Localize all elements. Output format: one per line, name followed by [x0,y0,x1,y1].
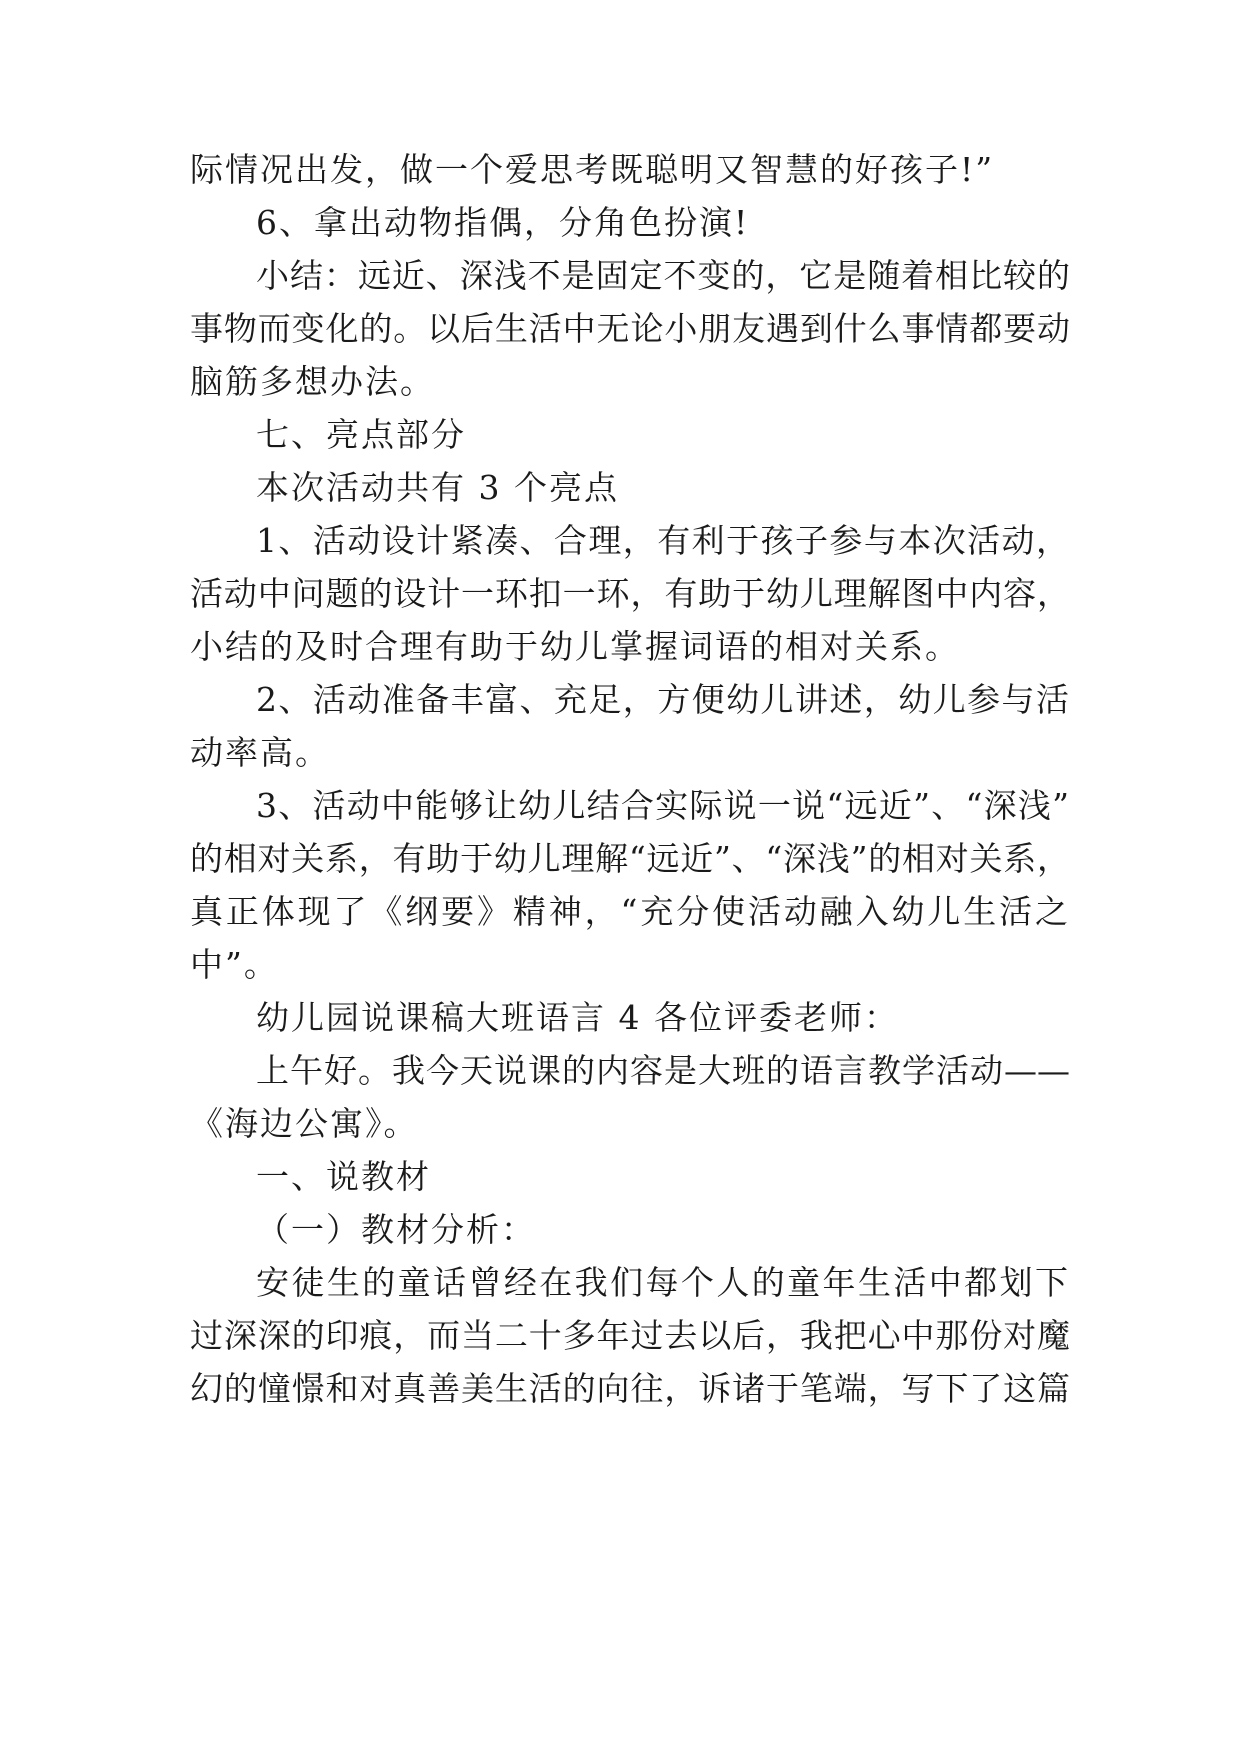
text-line-23: 过深深的印痕，而当二十多年过去以后，我把心中那份对魔 [190,1316,1070,1355]
text-line-15: 真正体现了《纲要》精神，“充分使活动融入幼儿生活之 [190,892,1070,931]
text-line-7: 本次活动共有 3 个亮点 [256,468,619,507]
text-line-14: 的相对关系，有助于幼儿理解“远近”、“深浅”的相对关系， [190,839,1070,878]
text-line-9: 活动中问题的设计一环扣一环，有助于幼儿理解图中内容， [190,574,1070,613]
text-line-12: 动率高。 [190,733,330,772]
text-line-11: 2、活动准备丰富、充足，方便幼儿讲述，幼儿参与活 [256,680,1070,719]
text-line-4: 事物而变化的。以后生活中无论小朋友遇到什么事情都要动 [190,309,1070,348]
text-line-13: 3、活动中能够让幼儿结合实际说一说“远近”、“深浅” [256,786,1070,825]
text-line-8: 1、活动设计紧凑、合理，有利于孩子参与本次活动， [256,521,1070,560]
text-line-18: 上午好。我今天说课的内容是大班的语言教学活动—— [256,1051,1070,1090]
text-line-10: 小结的及时合理有助于幼儿掌握词语的相对关系。 [190,627,960,666]
text-line-3: 小结：远近、深浅不是固定不变的，它是随着相比较的 [256,256,1070,295]
subsection-heading-analysis: （一）教材分析： [256,1210,536,1249]
text-line-17: 幼儿园说课稿大班语言 4 各位评委老师： [256,998,899,1037]
text-line-22: 安徒生的童话曾经在我们每个人的童年生活中都划下 [256,1263,1070,1302]
section-heading-teaching-material: 一、说教材 [256,1157,431,1196]
text-line-16: 中”。 [190,945,279,984]
text-line-19: 《海边公寓》。 [190,1104,419,1143]
section-heading-highlights: 七、亮点部分 [256,415,466,454]
text-line-1: 际情况出发，做一个爱思考既聪明又智慧的好孩子!” [190,150,995,189]
text-line-24: 幻的憧憬和对真善美生活的向往，诉诸于笔端，写下了这篇 [190,1369,1070,1408]
text-line-5: 脑筋多想办法。 [190,362,435,401]
text-line-2: 6、拿出动物指偶，分角色扮演! [256,203,750,242]
